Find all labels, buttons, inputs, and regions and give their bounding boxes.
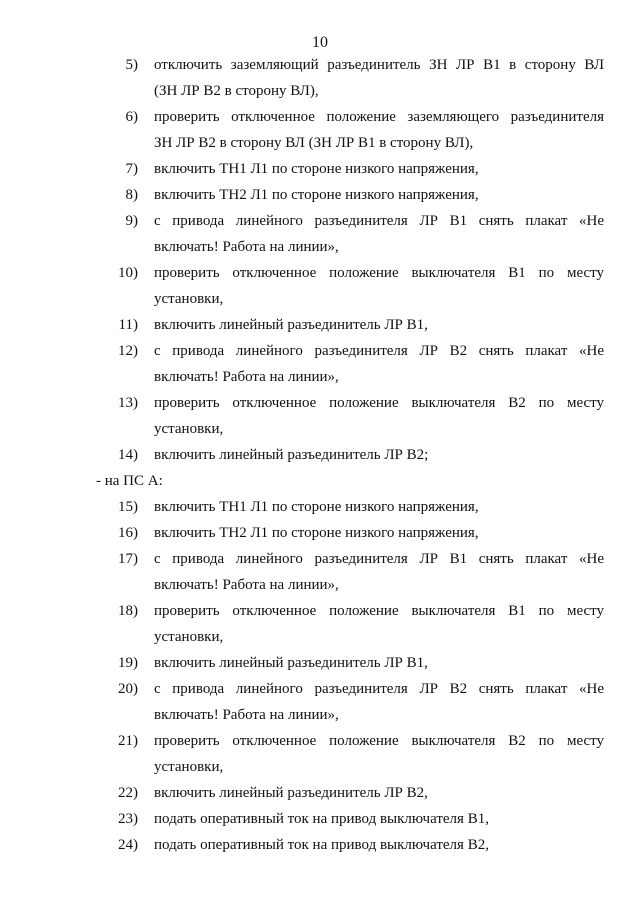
item-text-line: проверить отключенное положение выключателя В1 по месту — [154, 265, 604, 281]
list-item — [98, 338, 604, 390]
item-text-line: включать! Работа на линии», — [154, 707, 339, 723]
list-item — [98, 546, 604, 598]
item-text-line: с привода линейного разъединителя ЛР В2 снять плакат «Не — [154, 343, 604, 359]
item-text-line: включить линейный разъединитель ЛР В1, — [154, 317, 428, 333]
page-number: 10 — [312, 34, 328, 51]
item-text-line: включить ТН2 Л1 по стороне низкого напряжения, — [154, 525, 479, 541]
item-text-line: проверить отключенное положение заземляющего разъединителя — [154, 109, 604, 125]
list-item — [98, 780, 604, 806]
item-text-line: проверить отключенное положение выключателя В2 по месту — [154, 395, 604, 411]
item-number: 7) — [125, 161, 138, 177]
item-number: 22) — [118, 785, 138, 801]
item-text-line: с привода линейного разъединителя ЛР В2 снять плакат «Не — [154, 681, 604, 697]
list-item — [98, 676, 604, 728]
item-text-line: включать! Работа на линии», — [154, 239, 339, 255]
item-text-line: проверить отключенное положение выключателя В2 по месту — [154, 733, 604, 749]
list-item — [98, 598, 604, 650]
list-item — [98, 832, 604, 858]
item-number: 17) — [118, 551, 138, 567]
item-number: 21) — [118, 733, 138, 749]
item-text-line: ЗН ЛР В2 в сторону ВЛ (ЗН ЛР В1 в сторону ВЛ), — [154, 135, 474, 151]
item-number: 5) — [125, 57, 138, 73]
list-item — [98, 728, 604, 780]
list-item — [98, 520, 604, 546]
item-number: 15) — [118, 499, 138, 515]
item-text-line: включить линейный разъединитель ЛР В2; — [154, 447, 429, 463]
item-text-line: установки, — [154, 759, 224, 775]
item-text-line: включить линейный разъединитель ЛР В2, — [154, 785, 428, 801]
item-text-line: проверить отключенное положение выключателя В1 по месту — [154, 603, 604, 619]
item-text-line: включить ТН1 Л1 по стороне низкого напряжения, — [154, 499, 479, 515]
list-item — [98, 104, 604, 156]
item-text-line: установки, — [154, 421, 224, 437]
item-text-line: отключить заземляющий разъединитель ЗН ЛР В1 в сторону ВЛ — [154, 57, 604, 73]
list-item — [98, 208, 604, 260]
item-number: 11) — [118, 317, 138, 333]
item-number: 12) — [118, 343, 138, 359]
list-item — [98, 390, 604, 442]
item-number: 20) — [118, 681, 138, 697]
list-item — [98, 650, 604, 676]
item-text-line: с привода линейного разъединителя ЛР В1 снять плакат «Не — [154, 213, 604, 229]
list-item — [98, 52, 604, 104]
item-number: 19) — [118, 655, 138, 671]
list-item — [98, 806, 604, 832]
item-number: 6) — [125, 109, 138, 125]
item-number: 23) — [118, 811, 138, 827]
list-item — [98, 442, 604, 468]
list-item — [98, 182, 604, 208]
item-number: 9) — [125, 213, 138, 229]
item-number: 24) — [118, 837, 138, 853]
list-item — [98, 260, 604, 312]
item-text-line: установки, — [154, 629, 224, 645]
item-text-line: (ЗН ЛР В2 в сторону ВЛ), — [154, 83, 319, 99]
item-text-line: включить ТН1 Л1 по стороне низкого напряжения, — [154, 161, 479, 177]
item-text-line: подать оперативный ток на привод выключателя В1, — [154, 811, 489, 827]
item-text-line: включать! Работа на линии», — [154, 369, 339, 385]
item-number: 10) — [118, 265, 138, 281]
item-text-line: с привода линейного разъединителя ЛР В1 снять плакат «Не — [154, 551, 604, 567]
item-number: 16) — [118, 525, 138, 541]
list-item — [98, 312, 604, 338]
item-text-line: включить ТН2 Л1 по стороне низкого напряжения, — [154, 187, 479, 203]
item-number: 13) — [118, 395, 138, 411]
item-number: 14) — [118, 447, 138, 463]
list-item — [98, 156, 604, 182]
item-text-line: включить линейный разъединитель ЛР В1, — [154, 655, 428, 671]
section-label: - на ПС А: — [96, 473, 163, 489]
item-text-line: включать! Работа на линии», — [154, 577, 339, 593]
list-item — [98, 494, 604, 520]
item-number: 18) — [118, 603, 138, 619]
item-text-line: установки, — [154, 291, 224, 307]
item-number: 8) — [125, 187, 138, 203]
item-text-line: подать оперативный ток на привод выключателя В2, — [154, 837, 489, 853]
